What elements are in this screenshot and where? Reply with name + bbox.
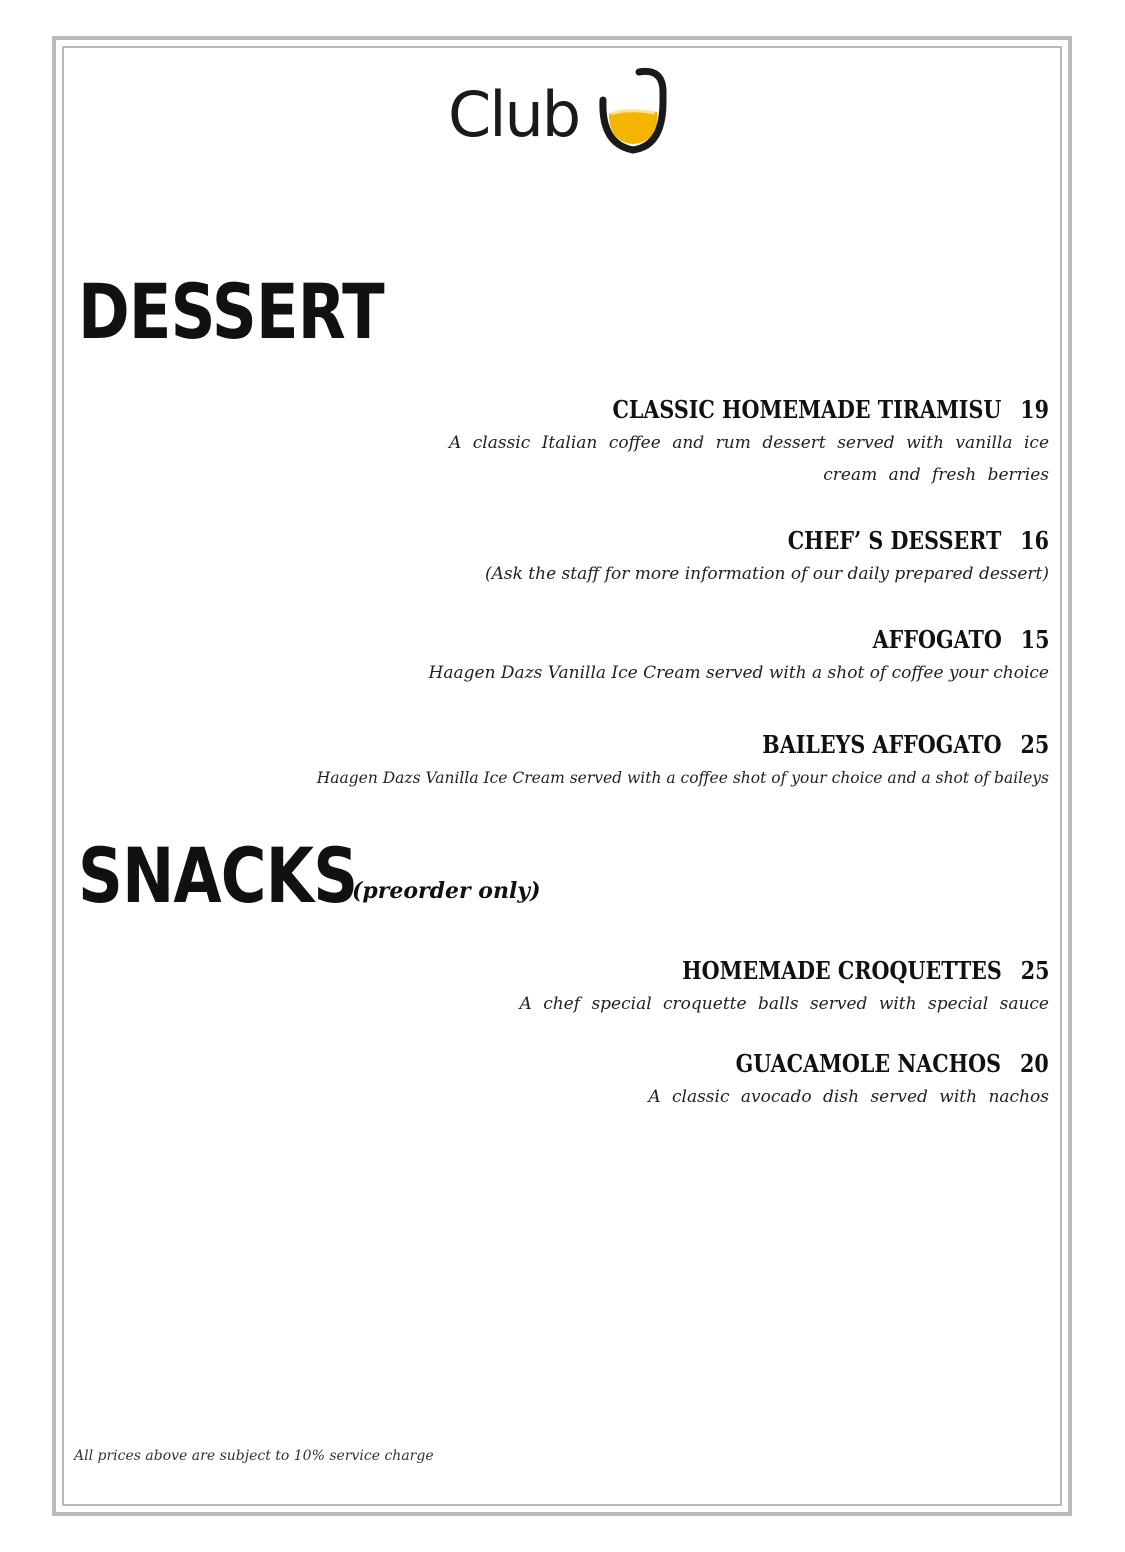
item-description: Haagen Dazs Vanilla Ice Cream served with a coffee shot of your choice and a shot of baileys (316, 768, 1049, 787)
item-header (564, 527, 1049, 556)
item-price: 20 (1020, 1049, 1049, 1078)
item-name: CLASSIC HOMEMADE TIRAMISU (612, 395, 1002, 424)
dessert-heading: DESSERT (78, 267, 384, 356)
item-name: CHEF’ S DESSERT (787, 526, 1002, 555)
item-price: 16 (1020, 526, 1049, 555)
glass-icon (593, 62, 673, 162)
logo-text: Club (448, 78, 580, 151)
menu-item-chefs-dessert (485, 527, 1049, 590)
item-description: A classic avocado dish served with nachos (648, 1086, 1049, 1107)
item-description: A chef special croquette balls served with special sauce (519, 993, 1049, 1014)
item-name: GUACAMOLE NACHOS (735, 1049, 1002, 1078)
snacks-heading: SNACKS (78, 831, 358, 920)
menu-item-affogato (429, 626, 1049, 689)
item-price: 15 (1020, 625, 1049, 654)
item-price: 25 (1020, 956, 1049, 985)
menu-item-nachos (648, 1050, 1049, 1113)
club-logo (448, 62, 688, 172)
item-header (515, 626, 1049, 655)
item-description: Haagen Dazs Vanilla Ice Cream served with a shot of coffee your choice (428, 662, 1049, 683)
item-price: 19 (1020, 395, 1049, 424)
item-price: 25 (1020, 730, 1049, 759)
item-header (704, 1050, 1049, 1079)
menu-item-croquettes (520, 957, 1049, 1020)
menu-item-baileys-affogato (317, 731, 1049, 794)
item-header (594, 957, 1049, 986)
item-description: (Ask the staff for more information of our daily prepared dessert) (484, 563, 1049, 584)
snacks-note: (preorder only) (352, 878, 541, 904)
service-charge-note: All prices above are subject to 10% service charge (74, 1448, 434, 1464)
item-description: A classic Italian coffee and rum dessert served with vanilla ice cream and fresh berries (449, 432, 1049, 485)
item-name: AFFOGATO (872, 625, 1002, 654)
menu-item-tiramisu (449, 396, 1049, 491)
item-header (533, 396, 1049, 425)
item-name: HOMEMADE CROQUETTES (681, 956, 1002, 985)
item-header (419, 731, 1049, 760)
item-name: BAILEYS AFFOGATO (762, 730, 1002, 759)
